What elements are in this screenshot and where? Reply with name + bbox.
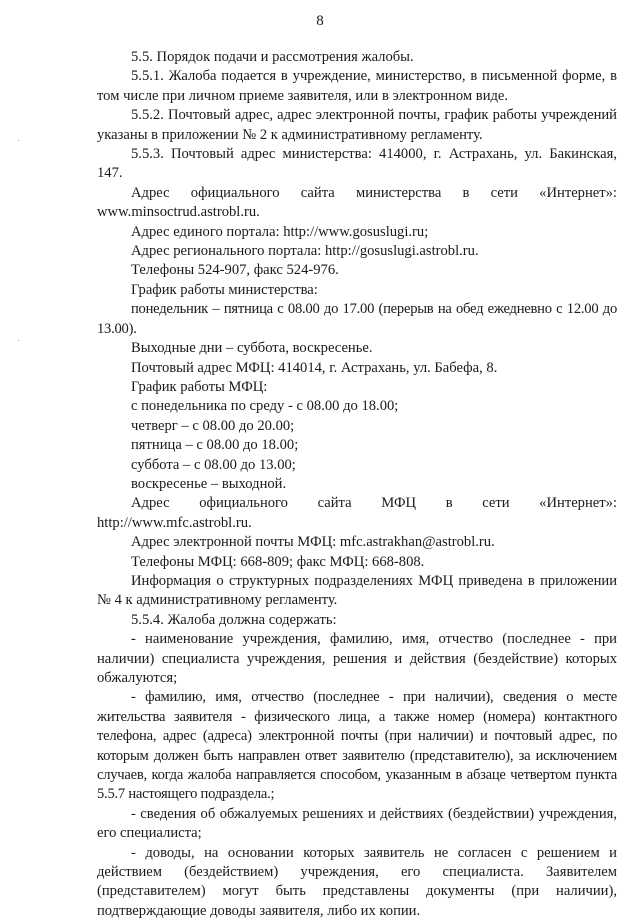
- paragraph: понедельник – пятница с 08.00 до 17.00 (перерыв на обед ежедневно с 12.00 до 13.00).: [97, 301, 617, 337]
- scan-margin-mark: [18, 140, 19, 141]
- paragraph: 5.5.4. Жалоба должна содержать:: [131, 611, 337, 628]
- schedule-line: пятница – с 08.00 до 18.00;: [131, 437, 299, 454]
- paragraph: Адрес регионального портала: http://gosuslugi.astrobl.ru.: [131, 243, 479, 260]
- page-number: 8: [316, 13, 324, 29]
- paragraph: Телефоны 524-907, факс 524-976.: [131, 262, 339, 279]
- paragraph: Телефоны МФЦ: 668-809; факс МФЦ: 668-808.: [131, 553, 425, 570]
- paragraph: 5.5.1. Жалоба подается в учреждение, министерство, в письменной форме, в том числе при личном приеме заявителя, или в электронном виде.: [97, 68, 617, 104]
- list-item: - фамилию, имя, отчество (последнее - при наличии), сведения о месте жительства заявителя - физического лица, а также номер (номера) контактного телефона, адрес (адреса) электронной почты (при наличии) и почтовый адрес, по которым должен быть направлен ответ заявителю (представителю), за исключением случаев, когда жалоба направляется способом, указанным в абзаце четвертом пункта 5.5.7 настоящего подраздела.;: [97, 689, 617, 803]
- list-item: - доводы, на основании которых заявитель не согласен с решением и действием (бездействием) учреждения, его специалиста. Заявителем (представителем) могут быть представлены документы (при наличии), подтверждающие доводы заявителя, либо их копии.: [97, 844, 617, 919]
- paragraph: Адрес официального сайта министерства в сети «Интернет»:: [131, 184, 617, 201]
- paragraph: График работы МФЦ:: [131, 378, 268, 395]
- paragraph: График работы министерства:: [131, 281, 318, 298]
- document-body: [97, 48, 617, 921]
- paragraph: Адрес официального сайта МФЦ в сети «Интернет»:: [131, 495, 617, 512]
- paragraph: 5.5.3. Почтовый адрес министерства: 414000, г. Астрахань, ул. Бакинская, 147.: [97, 146, 617, 182]
- list-item: - наименование учреждения, фамилию, имя, отчество (последнее - при наличии) специалиста учреждения, решения и действия (бездействие) которых обжалуются;: [97, 631, 617, 686]
- paragraph: Адрес единого портала: http://www.gosuslugi.ru;: [131, 223, 429, 240]
- paragraph: Почтовый адрес МФЦ: 414014, г. Астрахань, ул. Бабефа, 8.: [131, 359, 498, 376]
- schedule-line: четверг – с 08.00 до 20.00;: [131, 417, 295, 434]
- paragraph: 5.5.2. Почтовый адрес, адрес электронной почты, график работы учреждений указаны в приложении № 2 к административному регламенту.: [97, 107, 617, 143]
- paragraph: Информация о структурных подразделениях МФЦ приведена в приложении № 4 к административному регламенту.: [97, 572, 617, 609]
- section-heading: 5.5. Порядок подачи и рассмотрения жалобы.: [131, 49, 414, 65]
- schedule-line: суббота – с 08.00 до 13.00;: [131, 456, 296, 473]
- schedule-line: с понедельника по среду - с 08.00 до 18.00;: [131, 398, 399, 415]
- paragraph: Адрес электронной почты МФЦ: mfc.astrakhan@astrobl.ru.: [131, 534, 495, 551]
- ministry-website: www.minsoctrud.astrobl.ru.: [97, 204, 260, 221]
- schedule-line: воскресенье – выходной.: [131, 475, 287, 492]
- scan-margin-mark: [18, 340, 19, 341]
- list-item: - сведения об обжалуемых решениях и действиях (бездействии) учреждения, его специалиста;: [97, 805, 617, 842]
- paragraph: Выходные дни – суббота, воскресенье.: [131, 340, 373, 357]
- mfc-website: http://www.mfc.astrobl.ru.: [97, 514, 252, 531]
